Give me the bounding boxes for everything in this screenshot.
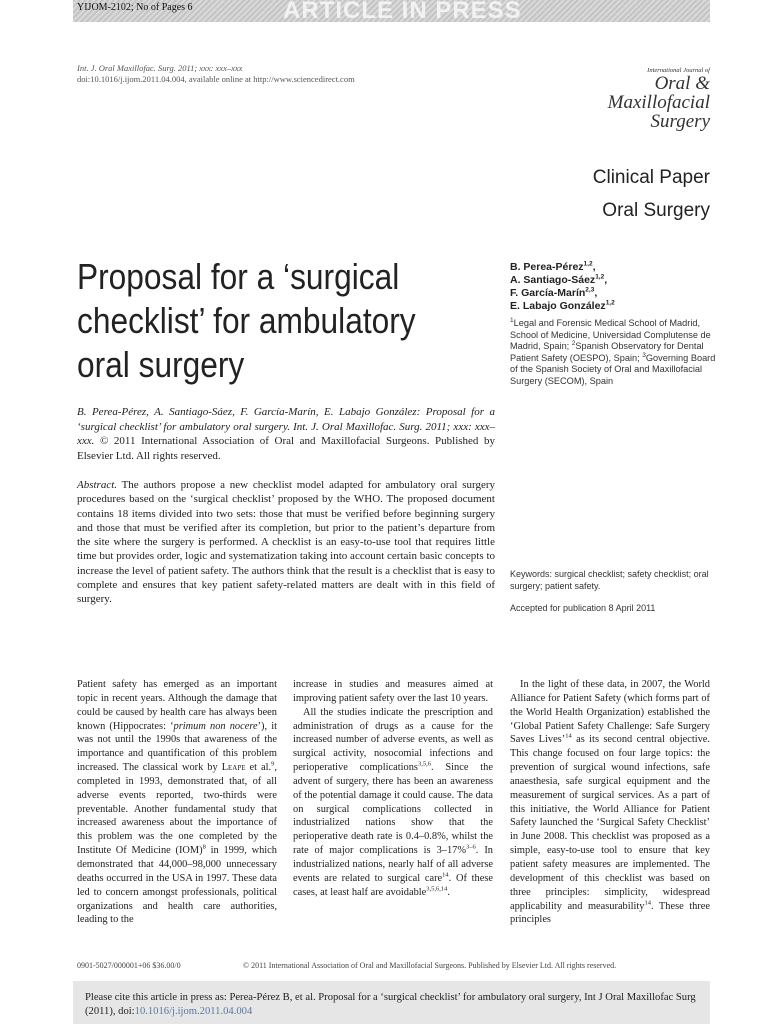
footer-code: 0901-5027/000001+06 $36.00/0 <box>77 961 181 970</box>
abstract-label: Abstract. <box>77 479 118 491</box>
author: E. Labajo González$^{1,2}$ <box>510 299 615 312</box>
accepted-date: Accepted for publication 8 April 2011 <box>510 603 656 613</box>
body-column-3: In the light of these data, in 2007, the World Alliance for Patient Safety (which forms part of the World Health Organization) established the ‘Global Patient Safety Challenge: Safe Surgery Saves Lives’$^{14}$ as its second central objective. This change focused on four large topics: the prevention of surgical wound infections, safe anaesthesia, safe surgical equipment and the measurement of surgical services. As a part of this initiative, the World Alliance for Patient Safety launched the ‘Surgical Safety Checklist’ in June 2008. This checklist was proposed as a simple, easy-to-use tool to ensure that key patient safety measures are implemented. The development of this checklist was based on three principles: simplicity, widespread applicability and measurability$^{14}$. These three principles <box>510 679 710 926</box>
affiliations: $^1$Legal and Forensic Medical School of Madrid, School of Medicine, Universidad Complutense de Madrid, Spain; $^2$Spanish Observatory for Dental Patient Safety (OESPO), Spain; $^3$Governing Board of the Spanish Society of Oral and Maxillofacial Surgery (SECOM), Spain <box>510 316 716 386</box>
author: A. Santiago-Sáez$^{1,2}$, <box>510 273 608 286</box>
manuscript-code: YIJOM-2102; No of Pages 6 <box>77 2 193 13</box>
article-in-press-banner <box>73 0 710 22</box>
logo-line-2: Maxillofacial <box>607 92 710 113</box>
paper-type-section: Oral Surgery <box>602 200 710 221</box>
abstract <box>77 478 495 607</box>
paper-type-clinical: Clinical Paper <box>592 167 710 188</box>
abstract-text: The authors propose a new checklist model adapted for ambulatory oral surgery procedures based on the ‘surgical checklist’ proposed by the WHO. The proposed document contains 18 items divided into two sets: those that must be verified before beginning surgery and those that must be verified after its completion, but prior to the patient’s departure from the site where the surgery is performed. A checklist is an easy-to-use tool that requires little time but provides order, logic and systematization taking into account certain basic concepts to increase the level of patient safety. The authors think that the result is a checklist that is easy to complete and ensures that key patient safety-related matters are dealt with in this field of surgery. <box>77 479 495 606</box>
doi-link[interactable]: 10.1016/j.ijom.2011.04.004 <box>134 1006 253 1017</box>
body-column-1: Patient safety has emerged as an important topic in recent years. Although the damage that could be caused by health care has always been known (Hippocrates: ‘primum non nocere’), it was not until the 1990s that awareness of the importance and quantification of this problem increased. The classical work by Leape et al.$^9$, completed in 1993, demonstrated that, of all adverse events reported, two-thirds were preventable. Another fundamental study that increased awareness about the importance of this problem was the one completed by the Institute Of Medicine (IOM)$^8$ in 1999, which demonstrated that 44,000–98,000 unnecessary deaths occurred in the USA in 1997. These data led to concern amongst professionals, political organizations and health care authorities, leading to the <box>77 679 278 926</box>
article-title: Proposal for a ‘surgical checklist’ for ambulatory oral surgery <box>77 256 416 385</box>
logo-line-1: Oral & <box>654 73 710 94</box>
journal-reference <box>77 63 355 85</box>
author-list <box>510 261 720 313</box>
article-citation: B. Perea-Pérez, A. Santiago-Sáez, F. García-Marín, E. Labajo González: Proposal for a ‘surgical checklist’ for ambulatory oral surgery. Int. J. Oral Maxillofac. Surg. 2011; xxx: xxx–xxx. © 2011 International Association of Oral and Maxillofacial Surgeons. Published by Elsevier Ltd. All rights reserved. <box>77 406 495 462</box>
keywords: Keywords: surgical checklist; safety checklist; oral surgery; patient safety. <box>510 569 709 591</box>
logo-line-3: Surgery <box>650 111 710 132</box>
doi-line: doi:10.1016/j.ijom.2011.04.004, available online at http://www.sciencedirect.com <box>77 74 355 84</box>
article-in-press-label: ARTICLE IN PRESS <box>283 0 522 24</box>
author: F. García-Marín$^{2,3}$, <box>510 286 598 299</box>
logo-top-text: International Journal of <box>647 67 710 74</box>
footer-copyright: © 2011 International Association of Oral and Maxillofacial Surgeons. Published by Elsevier Ltd. All rights reserved. <box>243 961 617 970</box>
cite-box <box>73 981 710 1024</box>
body-column-2: increase in studies and measures aimed at improving patient safety over the last 10 years. All the studies indicate the prescription and administration of drugs as a cause for the increased number of adverse events, as well as surgical activity, nosocomial infections and perioperative complications$^{3,5,6}$. Since the advent of surgery, there has been an awareness of the potential damage it could cause. The data on surgical complications collected in industrialized nations show that the perioperative death rate is 0.4–0.8%, whilst the rate of major complications is 3–17%$^{3-6}$. In industrialized nations, nearly half of all adverse events are related to surgical care$^{14}$. Of these cases, at least half are avoidable$^{3,5,6,14}$. <box>293 679 493 898</box>
cite-text: Please cite this article in press as: Perea-Pérez B, et al. Proposal for a ‘surgical checklist’ for ambulatory oral surgery, Int J Oral Maxillofac Surg (2011), doi:10.1016/j.ijom.2011.04.004 <box>85 992 696 1017</box>
journal-citation: Int. J. Oral Maxillofac. Surg. 2011; xxx: xxx–xxx <box>77 63 243 73</box>
journal-logo <box>600 67 710 131</box>
author: B. Perea-Pérez$^{1,2}$, <box>510 260 596 273</box>
